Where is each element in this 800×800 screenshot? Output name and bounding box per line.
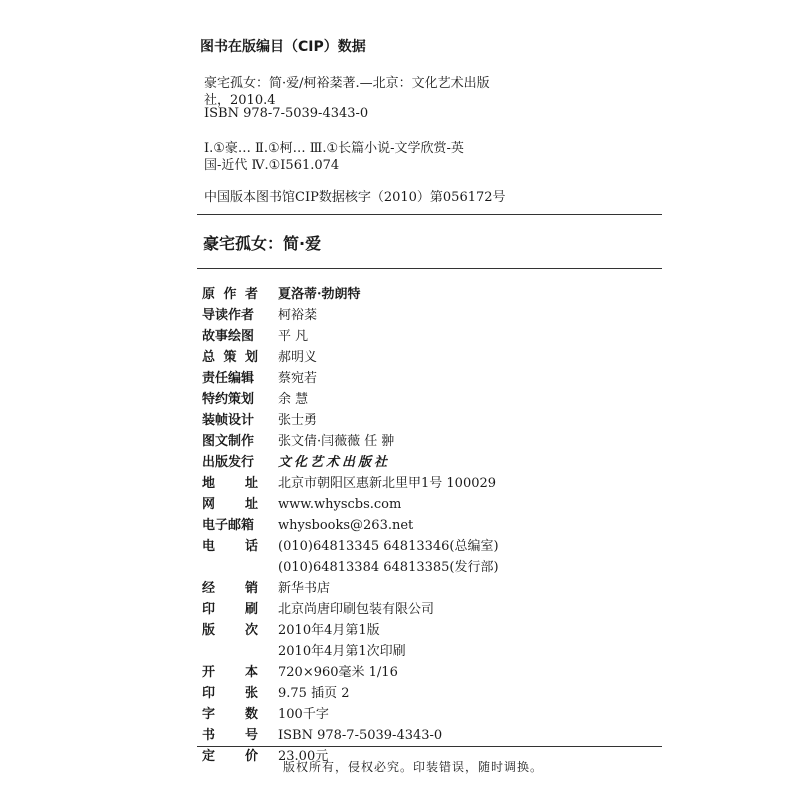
cip-line: Ⅰ.①豪… Ⅱ.①柯… Ⅲ.①长篇小说-文学欣赏-英 bbox=[204, 141, 464, 156]
credit-label: 图文制作 bbox=[202, 434, 255, 449]
credit-value: 720×960毫米 1/16 bbox=[278, 665, 398, 680]
credit-value: 北京市朝阳区惠新北里甲1号 100029 bbox=[278, 476, 497, 491]
copyright-notice: 版权所有，侵权必究。印装错误，随时调换。 bbox=[283, 760, 544, 774]
credit-row bbox=[202, 368, 662, 389]
cip-line: 国-近代 Ⅳ.①I561.074 bbox=[204, 158, 340, 173]
book-title: 豪宅孤女：简·爱 bbox=[203, 234, 322, 253]
credit-row bbox=[202, 305, 662, 326]
credit-value: 夏洛蒂·勃朗特 bbox=[278, 287, 361, 302]
credit-value: 张士勇 bbox=[278, 413, 318, 428]
credit-label: 特约策划 bbox=[202, 392, 255, 407]
credit-value: 北京尚唐印刷包装有限公司 bbox=[278, 602, 435, 617]
credit-row bbox=[202, 536, 662, 557]
credit-row bbox=[202, 431, 662, 452]
cip-line: ISBN 978-7-5039-4343-0 bbox=[204, 106, 369, 121]
credit-label: 地 址 bbox=[202, 476, 258, 491]
credit-label: 装帧设计 bbox=[202, 413, 255, 428]
credit-row bbox=[202, 326, 662, 347]
credit-row bbox=[202, 599, 662, 620]
credit-label: 责任编辑 bbox=[202, 371, 255, 386]
credit-row bbox=[202, 725, 662, 746]
credit-label: 导读作者 bbox=[202, 308, 255, 323]
credit-value: 23.00元 bbox=[278, 749, 329, 764]
cip-title: 图书在版编目（CIP）数据 bbox=[200, 39, 366, 55]
credit-label: 经 销 bbox=[202, 581, 258, 596]
credit-value: (010)64813384 64813385(发行部) bbox=[278, 560, 499, 575]
divider bbox=[197, 214, 662, 215]
credit-row bbox=[202, 662, 662, 683]
credit-row bbox=[202, 683, 662, 704]
credit-label bbox=[202, 557, 278, 578]
credit-row bbox=[202, 410, 662, 431]
credit-label bbox=[202, 641, 278, 662]
credit-row bbox=[202, 641, 662, 662]
credit-value: (010)64813345 64813346(总编室) bbox=[278, 539, 499, 554]
credit-label: 网 址 bbox=[202, 497, 258, 512]
credit-row bbox=[202, 494, 662, 515]
credit-label: 印 刷 bbox=[202, 602, 258, 617]
credit-value: 新华书店 bbox=[278, 581, 331, 596]
credit-label: 字 数 bbox=[202, 707, 258, 722]
credit-value: whysbooks@263.net bbox=[278, 518, 414, 533]
cip-line: 豪宅孤女：简·爱/柯裕棻著.—北京：文化艺术出版 bbox=[204, 76, 490, 91]
credit-label: 原 作 者 bbox=[202, 287, 258, 302]
credit-row bbox=[202, 473, 662, 494]
cip-line: 社，2010.4 bbox=[204, 93, 276, 108]
credit-value: 文化艺术出版社 bbox=[278, 455, 391, 470]
credit-label: 版 次 bbox=[202, 623, 258, 638]
credit-value: www.whyscbs.com bbox=[278, 497, 402, 512]
divider bbox=[197, 268, 662, 269]
credit-row bbox=[202, 515, 662, 536]
credits-list bbox=[202, 284, 662, 767]
credit-value: 蔡宛若 bbox=[278, 371, 318, 386]
credit-value: 2010年4月第1次印刷 bbox=[278, 644, 406, 659]
credit-label: 印 张 bbox=[202, 686, 258, 701]
cip-line: 中国版本图书馆CIP数据核字（2010）第056172号 bbox=[204, 190, 506, 205]
credit-row bbox=[202, 284, 662, 305]
credit-value: 100千字 bbox=[278, 707, 329, 722]
credit-label: 电子邮箱 bbox=[202, 518, 255, 533]
credit-row bbox=[202, 620, 662, 641]
credit-value: 余 慧 bbox=[278, 392, 309, 407]
credit-label: 出版发行 bbox=[202, 455, 255, 470]
credit-row bbox=[202, 704, 662, 725]
credit-value: ISBN 978-7-5039-4343-0 bbox=[278, 728, 443, 743]
credit-value: 柯裕棻 bbox=[278, 308, 318, 323]
credit-label: 开 本 bbox=[202, 665, 258, 680]
credit-value: 2010年4月第1版 bbox=[278, 623, 380, 638]
credit-label: 定 价 bbox=[202, 749, 258, 764]
credit-value: 郝明义 bbox=[278, 350, 318, 365]
credit-value: 平 凡 bbox=[278, 329, 309, 344]
credit-label: 书 号 bbox=[202, 728, 258, 743]
credit-label: 电 话 bbox=[202, 539, 258, 554]
credit-value: 张文倩·闫薇薇 任 翀 bbox=[278, 434, 395, 449]
credit-row bbox=[202, 578, 662, 599]
credit-row bbox=[202, 452, 662, 473]
credit-value: 9.75 插页 2 bbox=[278, 686, 350, 701]
divider bbox=[197, 746, 662, 747]
credit-row bbox=[202, 557, 662, 578]
credit-label: 总 策 划 bbox=[202, 350, 258, 365]
credit-row bbox=[202, 389, 662, 410]
credit-row bbox=[202, 347, 662, 368]
credit-label: 故事绘图 bbox=[202, 329, 255, 344]
